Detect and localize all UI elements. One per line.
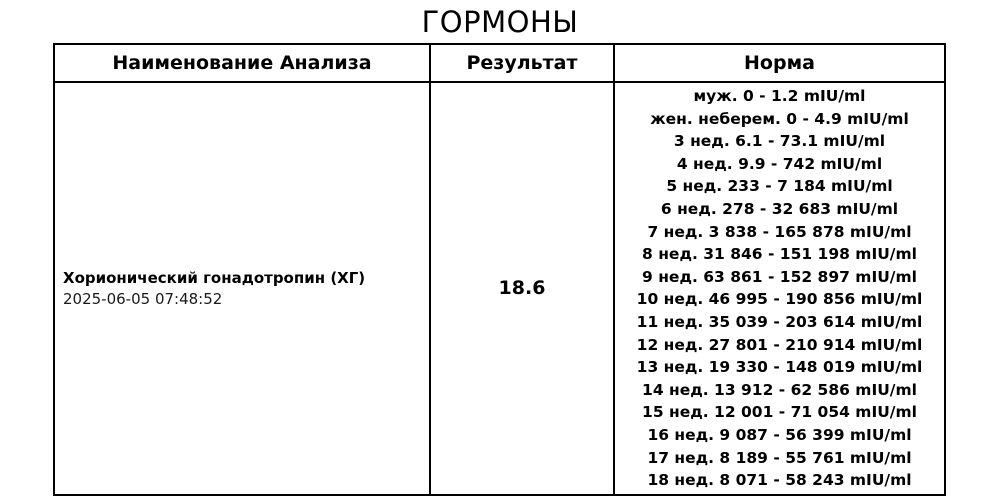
norm-line: 13 нед. 19 330 - 148 019 mIU/ml [636, 358, 923, 377]
norm-line: 5 нед. 233 - 7 184 mIU/ml [666, 177, 893, 196]
test-timestamp: 2025-06-05 07:48:52 [63, 289, 223, 308]
norm-line: 12 нед. 27 801 - 210 914 mIU/ml [636, 335, 923, 354]
page-title: ГОРМОНЫ [421, 5, 579, 39]
norm-line: муж. 0 - 1.2 mIU/ml [693, 87, 866, 105]
norm-line: 16 нед. 9 087 - 56 399 mIU/ml [647, 425, 912, 444]
norm-line: 7 нед. 3 838 - 165 878 mIU/ml [647, 222, 912, 241]
test-name: Хорионический гонадотропин (ХГ) [63, 268, 366, 287]
table-row [54, 82, 945, 495]
test-name-cell [54, 82, 430, 495]
column-header-name: Наименование Анализа [54, 44, 430, 82]
norm-line: 3 нед. 6.1 - 73.1 mIU/ml [673, 132, 886, 151]
norm-cell [614, 82, 945, 495]
column-header-norm: Норма [614, 44, 945, 82]
results-table [53, 43, 946, 496]
norm-line: 10 нед. 46 995 - 190 856 mIU/ml [636, 290, 923, 309]
column-header-result: Результат [430, 44, 614, 82]
norm-line: 6 нед. 278 - 32 683 mIU/ml [660, 199, 899, 218]
result-value: 18.6 [430, 82, 614, 495]
norm-line: 11 нед. 35 039 - 203 614 mIU/ml [636, 312, 923, 331]
norm-line: жен. неберем. 0 - 4.9 mIU/ml [650, 109, 909, 128]
norm-line: 14 нед. 13 912 - 62 586 mIU/ml [642, 380, 917, 399]
norm-line: 18 нед. 8 071 - 58 243 mIU/ml [647, 471, 912, 490]
norm-line: 4 нед. 9.9 - 742 mIU/ml [676, 154, 883, 173]
norm-line: 9 нед. 63 861 - 152 897 mIU/ml [642, 267, 917, 286]
table-header-row [54, 44, 945, 82]
norm-line: 17 нед. 8 189 - 55 761 mIU/ml [647, 448, 912, 467]
norm-line: 15 нед. 12 001 - 71 054 mIU/ml [642, 403, 917, 422]
norm-line: 8 нед. 31 846 - 151 198 mIU/ml [642, 245, 917, 264]
